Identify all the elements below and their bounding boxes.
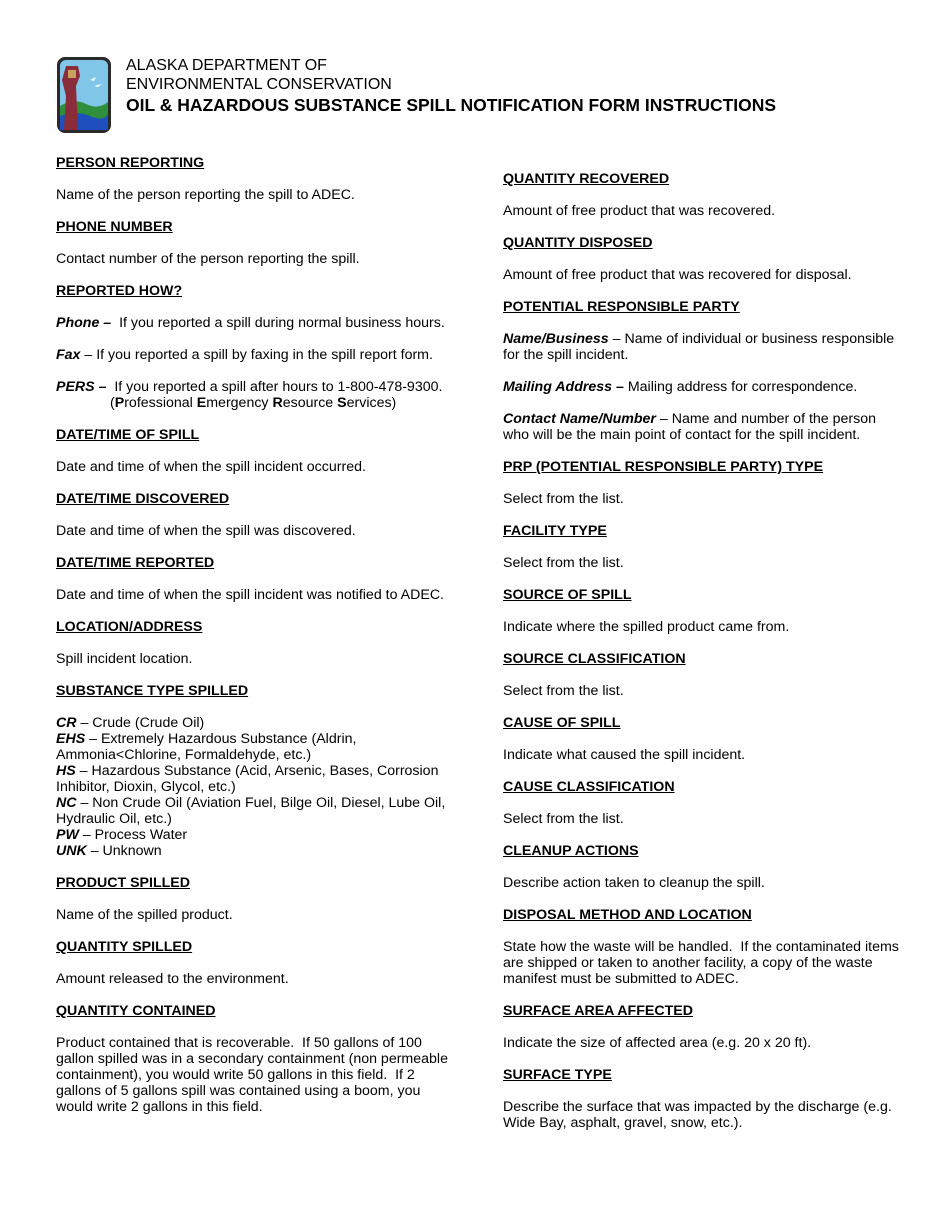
section-heading: QUANTITY SPILLED [56, 939, 193, 955]
section-heading: POTENTIAL RESPONSIBLE PARTY [503, 299, 740, 315]
item-term: UNK [56, 843, 87, 859]
item-text: – Extremely Hazardous Substance (Aldrin, Ammonia<Chlorine, Formaldehyde, etc.) [56, 731, 357, 763]
section-reported-how [56, 283, 456, 411]
item-term: CR [56, 715, 77, 731]
section-surface-area [503, 1003, 903, 1051]
section-quantity-recovered [503, 171, 903, 219]
pers-word-r: esource [282, 395, 338, 411]
section-heading: PERSON REPORTING [56, 155, 205, 171]
section-heading: PRP (POTENTIAL RESPONSIBLE PARTY) TYPE [503, 459, 824, 475]
item-term: HS [56, 763, 76, 779]
section-heading: DATE/TIME REPORTED [56, 555, 215, 571]
section-heading: REPORTED HOW? [56, 283, 183, 299]
section-text: Name of the spilled product. [56, 907, 233, 923]
section-text: Select from the list. [503, 491, 624, 507]
section-heading: PRODUCT SPILLED [56, 875, 190, 891]
section-text: Product contained that is recoverable. If 50 gallons of 100 gallon spilled was in a secondary containment (non permeable containment), you would write 50 gallons in this field. If 2 gallons of 5 gallons spill was contained using a boom, you would write 2 gallons in this field. [56, 1035, 452, 1115]
section-product-spilled [56, 875, 456, 923]
section-text: Amount of free product that was recovered. [503, 203, 776, 219]
section-datetime-spill [56, 427, 456, 475]
item-term: EHS [56, 731, 86, 747]
section-heading: FACILITY TYPE [503, 523, 607, 539]
section-disposal-method [503, 907, 903, 987]
section-heading: PHONE NUMBER [56, 219, 173, 235]
section-text: Select from the list. [503, 555, 624, 571]
pers-initial-e: E [196, 395, 207, 411]
item-text: If you reported a spill during normal business hours. [111, 315, 445, 331]
item-text: – If you reported a spill by faxing in the spill report form. [80, 347, 433, 363]
item-text: – Process Water [78, 827, 188, 843]
item-text: – Hazardous Substance (Acid, Arsenic, Bases, Corrosion Inhibitor, Dioxin, Glycol, etc.) [56, 763, 439, 795]
pers-initial-s: S [337, 395, 347, 411]
section-text: Amount released to the environment. [56, 971, 289, 987]
section-heading: SURFACE AREA AFFECTED [503, 1003, 693, 1019]
item-text: – Crude (Crude Oil) [76, 715, 205, 731]
section-text: Date and time of when the spill was discovered. [56, 523, 356, 539]
section-text: Amount of free product that was recovered for disposal. [503, 267, 852, 283]
item-text: – Unknown [86, 843, 162, 859]
page-title: OIL & HAZARDOUS SUBSTANCE SPILL NOTIFICATION FORM INSTRUCTIONS [126, 95, 777, 115]
pers-expansion: (Professional Emergency Resource Services) [110, 395, 397, 411]
reported-phone-item [56, 315, 456, 331]
item-text: – Name and number of the person who will be the main point of contact for the spill incident. [503, 411, 876, 443]
section-phone-number [56, 219, 456, 267]
pers-word-s: ervices) [346, 395, 397, 411]
section-text: Select from the list. [503, 811, 624, 827]
pers-word-e: mergency [206, 395, 273, 411]
substance-ehs [56, 731, 456, 763]
substance-nc [56, 795, 456, 827]
prp-name-item [503, 331, 903, 363]
section-facility-type [503, 523, 903, 571]
section-quantity-disposed [503, 235, 903, 283]
section-source-of-spill [503, 587, 903, 635]
section-cleanup-actions [503, 843, 903, 891]
substance-cr [56, 715, 456, 731]
section-surface-type [503, 1067, 903, 1131]
item-term: Fax [56, 347, 81, 363]
section-text: Date and time of when the spill incident was notified to ADEC. [56, 587, 445, 603]
section-text: State how the waste will be handled. If the contaminated items are shipped or taken to another facility, a copy of the waste manifest must be submitted to ADEC. [503, 939, 903, 987]
section-location [56, 619, 456, 667]
section-heading: SUBSTANCE TYPE SPILLED [56, 683, 249, 699]
section-text: Spill incident location. [56, 651, 193, 667]
section-heading: CAUSE OF SPILL [503, 715, 621, 731]
section-text: Name of the person reporting the spill to ADEC. [56, 187, 355, 203]
item-term: NC [56, 795, 77, 811]
section-heading: DATE/TIME DISCOVERED [56, 491, 230, 507]
section-cause-of-spill [503, 715, 903, 763]
prp-contact-item [503, 411, 903, 443]
adec-seal-icon [56, 56, 112, 134]
item-term: Contact Name/Number [503, 411, 656, 427]
substance-pw [56, 827, 456, 843]
item-term: Phone – [56, 315, 112, 331]
item-term: PW [56, 827, 79, 843]
item-term: PERS – [56, 379, 107, 395]
pers-word-p: rofessional [124, 395, 197, 411]
section-cause-classification [503, 779, 903, 827]
item-text: If you reported a spill after hours to 1-800-478-9300. [106, 379, 443, 395]
section-quantity-spilled [56, 939, 456, 987]
section-text: Describe action taken to cleanup the spill. [503, 875, 765, 891]
section-datetime-reported [56, 555, 456, 603]
section-prp-type [503, 459, 903, 507]
pers-initial-r: R [272, 395, 283, 411]
right-column [503, 171, 903, 1147]
section-text: Indicate what caused the spill incident. [503, 747, 746, 763]
item-term: Mailing Address – [503, 379, 624, 395]
section-text: Date and time of when the spill incident occurred. [56, 459, 366, 475]
section-heading: SOURCE OF SPILL [503, 587, 632, 603]
left-column [56, 155, 456, 1131]
section-text: Indicate where the spilled product came from. [503, 619, 790, 635]
section-source-classification [503, 651, 903, 699]
section-heading: QUANTITY DISPOSED [503, 235, 653, 251]
section-heading: DISPOSAL METHOD AND LOCATION [503, 907, 752, 923]
department-name-line2: ENVIRONMENTAL CONSERVATION [126, 76, 392, 93]
section-text: Describe the surface that was impacted by the discharge (e.g. Wide Bay, asphalt, gravel, snow, etc.). [503, 1099, 892, 1131]
substance-hs [56, 763, 456, 795]
item-text: Mailing address for correspondence. [623, 379, 858, 395]
section-text: Contact number of the person reporting the spill. [56, 251, 360, 267]
item-term: Name/Business [503, 331, 609, 347]
section-heading: CAUSE CLASSIFICATION [503, 779, 675, 795]
item-text: – Non Crude Oil (Aviation Fuel, Bilge Oil, Diesel, Lube Oil, Hydraulic Oil, etc.) [56, 795, 446, 827]
section-heading: QUANTITY CONTAINED [56, 1003, 216, 1019]
department-name-line1: ALASKA DEPARTMENT OF [126, 57, 327, 74]
section-potential-responsible-party [503, 299, 903, 443]
section-datetime-discovered [56, 491, 456, 539]
item-text: – Name of individual or business responsible for the spill incident. [503, 331, 895, 363]
section-heading: SOURCE CLASSIFICATION [503, 651, 686, 667]
page-header [56, 56, 916, 136]
reported-fax-item [56, 347, 456, 363]
section-heading: SURFACE TYPE [503, 1067, 612, 1083]
section-heading: LOCATION/ADDRESS [56, 619, 203, 635]
section-text: Indicate the size of affected area (e.g. 20 x 20 ft). [503, 1035, 812, 1051]
prp-mailing-item [503, 379, 903, 395]
reported-pers-item [56, 379, 456, 411]
section-heading: CLEANUP ACTIONS [503, 843, 639, 859]
pers-initial-p: P [114, 395, 125, 411]
section-heading: DATE/TIME OF SPILL [56, 427, 200, 443]
section-heading: QUANTITY RECOVERED [503, 171, 670, 187]
section-person-reporting [56, 155, 456, 203]
section-substance-type [56, 683, 456, 859]
substance-unk [56, 843, 456, 859]
section-text: Select from the list. [503, 683, 624, 699]
section-quantity-contained [56, 1003, 456, 1115]
